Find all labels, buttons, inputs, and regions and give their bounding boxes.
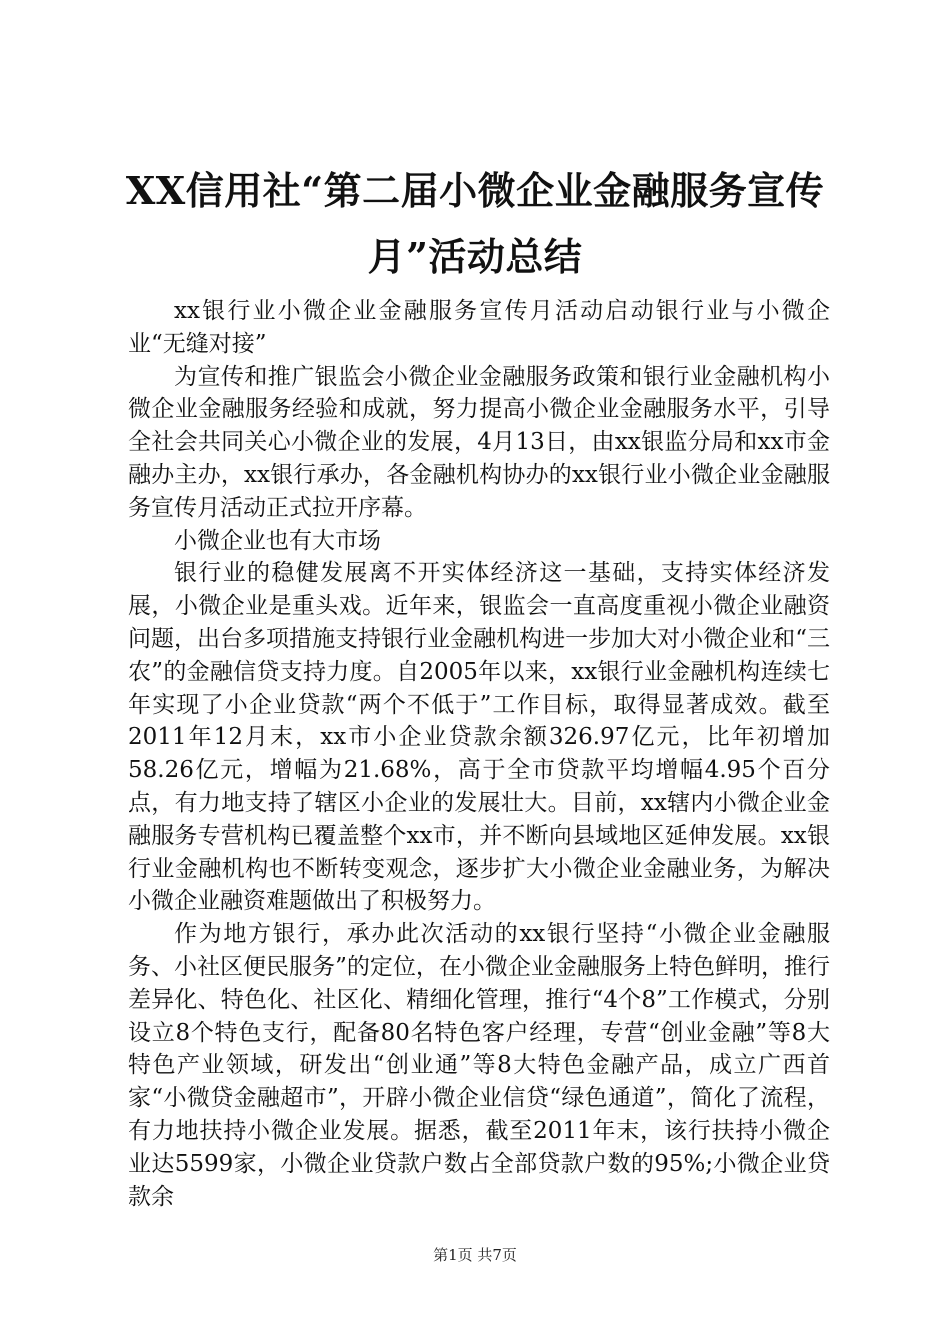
paragraph-subheading: xx银行业小微企业金融服务宣传月活动启动银行业与小微企业“无缝对接” [128,298,830,357]
section-heading: 小微企业也有大市场 [174,527,381,554]
paragraph: 银行业的稳健发展离不开实体经济这一基础，支持实体经济发展，小微企业是重头戏。近年来，银监会一直高度重视小微企业融资问题，出台多项措施支持银行业金融机构进一步加大对小微企业和“三农”的金融信贷支持力度。自2005年以来，xx银行业金融机构连续七年实现了小企业贷款“两个不低于”工作目标，取得显著成效。截至2011年12月末，xx市小企业贷款余额326.97亿元，比年初增加58.26亿元，增幅为21.68%，高于全市贷款平均增幅4.95个百分点，有力地支持了辖区小企业的发展壮大。目前，xx辖内小微企业金融服务专营机构已覆盖整个xx市，并不断向县域地区延伸发展。xx银行业金融机构也不断转变观念，逐步扩大小微企业金融业务，为解决小微企业融资难题做出了积极努力。 [128,560,830,915]
page-footer: 第1页 共7页 [433,1246,517,1264]
paragraph: 为宣传和推广银监会小微企业金融服务政策和银行业金融机构小微企业金融服务经验和成就，努力提高小微企业金融服务水平，引导全社会共同关心小微企业的发展，4月13日，由xx银监分局和xx市金融办主办，xx银行承办，各金融机构协办的xx银行业小微企业金融服务宣传月活动正式拉开序幕。 [128,363,830,521]
document-title: XX信用社“第二届小微企业金融服务宣传月”活动总结 [125,168,825,279]
document-body [128,295,830,1213]
paragraph: 作为地方银行，承办此次活动的xx银行坚持“小微企业金融服务、小社区便民服务”的定位，在小微企业金融服务上特色鲜明，推行差异化、特色化、社区化、精细化管理，推行“4个8”工作模式，分别设立8个特色支行，配备80名特色客户经理，专营“创业金融”等8大特色产业领域，研发出“创业通”等8大特色金融产品，成立广西首家“小微贷金融超市”，开辟小微企业信贷“绿色通道”，简化了流程，有力地扶持小微企业发展。据悉，截至2011年末，该行扶持小微企业达5599家，小微企业贷款户数占全部贷款户数的95%;小微企业贷款余 [128,921,830,1210]
